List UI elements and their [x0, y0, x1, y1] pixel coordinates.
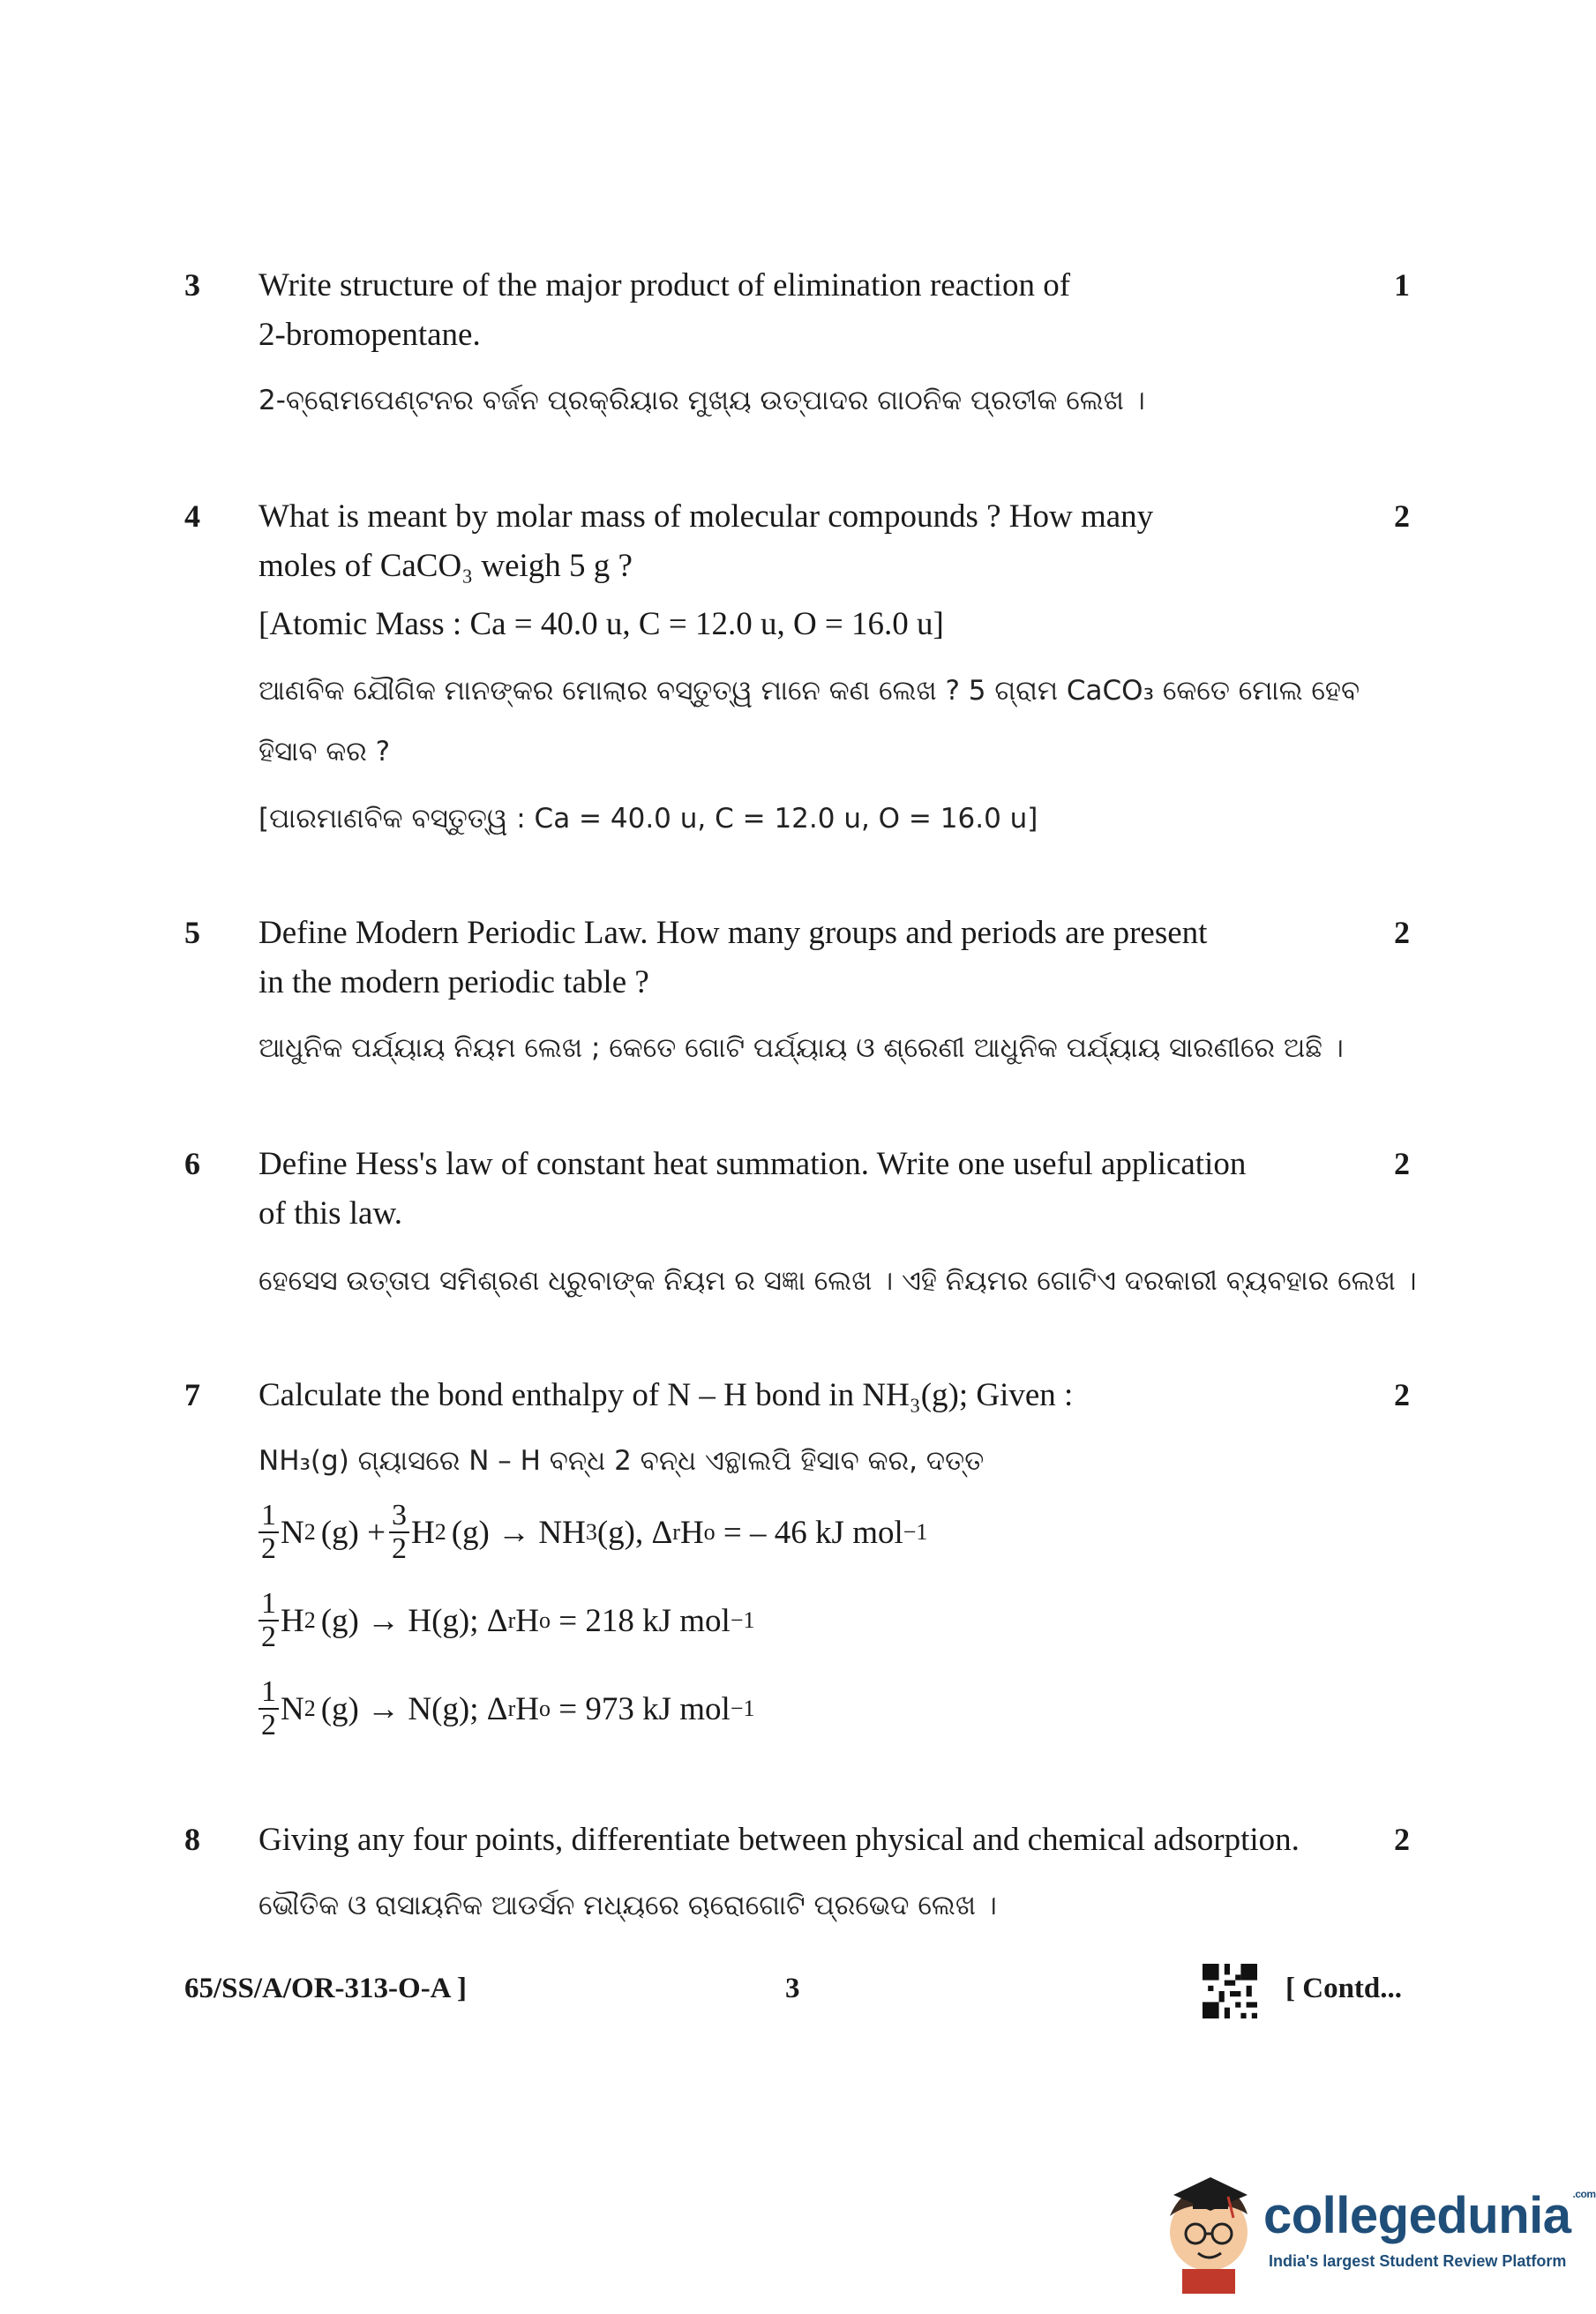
question-marks: 2	[1394, 1377, 1410, 1412]
question-number: 5	[184, 915, 200, 950]
question-odia-line: 2-ବ୍ରୋମପେଣ୍ଟନର ବର୍ଜନ ପ୍ରକ୍ରିୟାର ମୁଖ୍ୟ ଉତ୍ପାଦର ଗାଠନିକ ପ୍ରତୀକ ଲେଖ ।	[259, 385, 1145, 416]
question-english-line: [Atomic Mass : Ca = 40.0 u, C = 12.0 u, O = 16.0 u]	[259, 606, 944, 642]
question-english-line: 2-bromopentane.	[259, 317, 481, 353]
fraction: $\frac{3}{2}$	[389, 1500, 409, 1565]
question-number: 3	[184, 267, 200, 303]
question-marks: 2	[1394, 915, 1410, 950]
question-english-line: Giving any four points, differentiate between physical and chemical adsorption.	[259, 1822, 1300, 1858]
paper-code: 65/SS/A/OR-313-O-A ]	[184, 1973, 467, 2004]
question-english-line: Calculate the bond enthalpy of N – H bond in NH₃(g); Given :	[259, 1377, 1074, 1413]
question-marks: 2	[1394, 498, 1410, 534]
question-number: 8	[184, 1822, 200, 1857]
question-odia-line: NH₃(g) ଗ୍ୟାସରେ N – H ବନ୍ଧ 2 ବନ୍ଧ ଏନ୍ଥାଲପି ହିସାବ କର, ଦତ୍ତ	[259, 1445, 985, 1477]
qr-code-icon	[1203, 1964, 1257, 2018]
fraction: $\frac{1}{2}$	[259, 1588, 279, 1653]
question-number: 7	[184, 1377, 200, 1412]
brand-tagline: India's largest Student Review Platform	[1269, 2252, 1567, 2270]
question-odia-line: [ପାରମାଣବିକ ବସ୍ତୁତ୍ୱ : Ca = 40.0 u, C = 12.0 u, O = 16.0 u]	[259, 803, 1038, 835]
continued-label: [ Contd...	[1285, 1973, 1403, 2004]
equation-3: $\frac{1}{2}$ N 2 (g) → N(g); Δ r H o = 973 kJ mol −1	[259, 1676, 754, 1741]
equation-2: $\frac{1}{2}$ H 2 (g) → H(g); Δ r H o = 218 kJ mol −1	[259, 1588, 754, 1653]
question-english-line: Define Hess's law of constant heat summation. Write one useful application	[259, 1146, 1247, 1182]
question-marks: 1	[1394, 267, 1410, 303]
question-english-line: Define Modern Periodic Law. How many groups and periods are present	[259, 915, 1208, 951]
question-english-line: Write structure of the major product of elimination reaction of	[259, 267, 1071, 303]
brand-logo-text: collegedunia $^{.com}$	[1263, 2187, 1596, 2244]
question-odia-line: ଆଣବିକ ଯୌଗିକ ମାନଙ୍କର ମୋଲାର ବସ୍ତୁତ୍ୱ ମାନେ କଣ ଲେଖ ? 5 ଗ୍ରାମ CaCO₃ କେତେ ମୋଲ ହେବ	[259, 675, 1360, 707]
fraction: $\frac{1}{2}$	[259, 1676, 279, 1741]
question-english-line: What is meant by molar mass of molecular compounds ? How many	[259, 498, 1154, 535]
question-number: 4	[184, 498, 200, 534]
question-odia-line: ହେସେସ ଉତ୍ତାପ ସମିଶ୍ରଣ ଧ୍ରୁବାଙ୍କ ନିୟମ ର ସଜ୍ଞା ଲେଖ । ଏହି ନିୟମର ଗୋଟିଏ ଦରକାରୀ ବ୍ୟବହାର ଲେଖ ।	[259, 1265, 1417, 1297]
question-number: 6	[184, 1146, 200, 1181]
question-english-line: moles of CaCO₃ weigh 5 g ?	[259, 548, 633, 584]
equation-1: $\frac{1}{2}$ N 2 (g) + $\frac{3}{2}$ H 2 (g) → NH 3 (g), Δ r H o = – 46 kJ mol −1	[259, 1500, 927, 1565]
question-odia-line: ଭୌତିକ ଓ ରାସାୟନିକ ଆଡର୍ସନ ମଧ୍ୟରେ ଚାରୋଗୋଟି ପ୍ରଭେଦ ଲେଖ ।	[259, 1890, 997, 1921]
fraction: $\frac{1}{2}$	[259, 1500, 279, 1565]
question-english-line: of this law.	[259, 1195, 403, 1232]
question-marks: 2	[1394, 1822, 1410, 1857]
question-odia-line: ହିସାବ କର ?	[259, 736, 391, 768]
page-number: 3	[785, 1973, 800, 2004]
question-marks: 2	[1394, 1146, 1410, 1181]
question-odia-line: ଆଧୁନିକ ପର୍ଯ୍ୟାୟ ନିୟମ ଲେଖ ; କେତେ ଗୋଟି ପର୍ଯ୍ୟାୟ ଓ ଶ୍ରେଣୀ ଆଧୁନିକ ପର୍ଯ୍ୟାୟ ସାରଣୀରେ ଅଛି ।	[259, 1032, 1344, 1064]
question-english-line: in the modern periodic table ?	[259, 964, 649, 1000]
